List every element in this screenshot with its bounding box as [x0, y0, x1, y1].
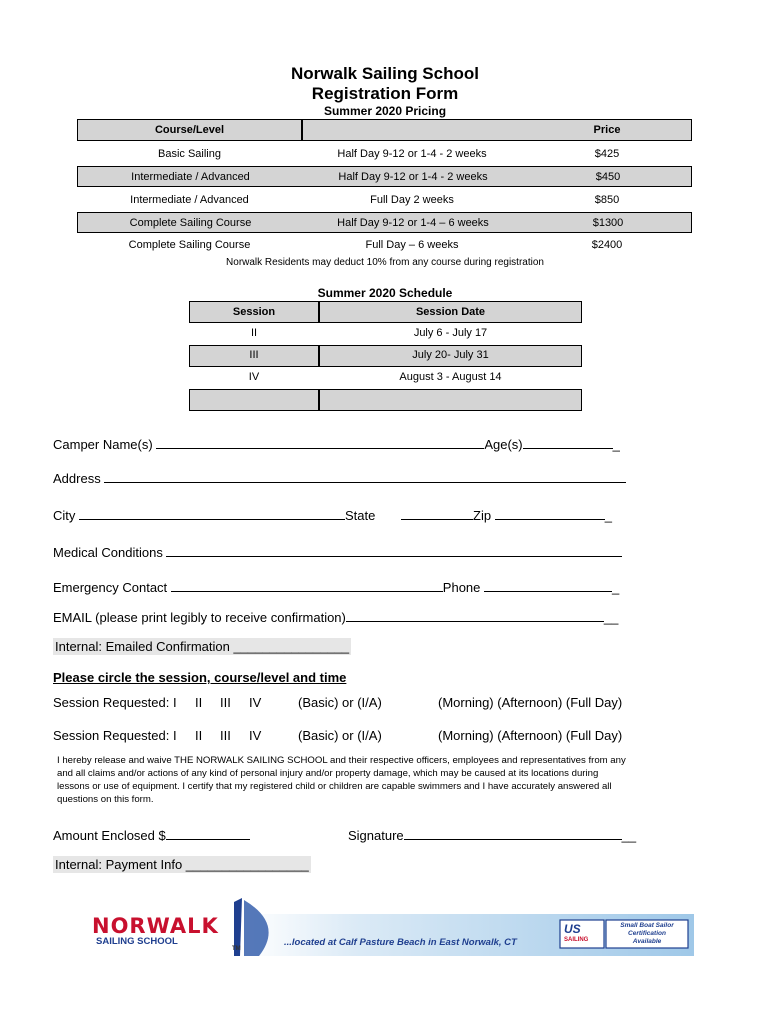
level-options[interactable]: (Basic) or (I/A): [298, 728, 382, 743]
session-requested-label: Session Requested: I: [53, 728, 177, 743]
cert-line: Available: [632, 938, 662, 945]
signature-row: [348, 825, 636, 843]
pricing-price: $2400: [591, 239, 623, 251]
pricing-title: Summer 2020 Pricing: [323, 104, 447, 118]
us-sailing-logo: US: [564, 922, 581, 936]
pricing-desc: Full Day 2 weeks: [370, 194, 454, 206]
schedule-date: August 3 - August 14: [399, 371, 502, 383]
internal-emailed-confirmation: Internal: Emailed Confirmation ________________: [55, 639, 350, 654]
medical-label: Medical Conditions: [53, 545, 163, 560]
resident-discount-note: Norwalk Residents may deduct 10% from any course during registration: [226, 257, 544, 268]
schedule-session: IV: [248, 371, 260, 383]
waiver-line: and all claims and/or actions of any kind of personal injury and/or property damage, which may be caused at its locations during: [57, 768, 599, 779]
pricing-course: Complete Sailing Course: [129, 217, 252, 229]
emergency-row: [53, 577, 673, 595]
pricing-row: [77, 234, 692, 256]
pricing-course: Intermediate / Advanced: [130, 194, 249, 206]
city-label: City: [53, 508, 76, 523]
age-suffix: _: [612, 437, 620, 452]
schedule-date: July 20- July 31: [412, 349, 489, 361]
address-row: [53, 468, 653, 486]
waiver-text: [57, 754, 727, 806]
emergency-contact-field[interactable]: [171, 577, 443, 592]
camper-row: [53, 434, 653, 452]
schedule-row: [189, 367, 582, 389]
form-title: Registration Form: [311, 84, 459, 103]
email-suffix: __: [603, 610, 619, 625]
cert-line: Certification: [628, 930, 666, 937]
cert-line: Small Boat Sailor: [620, 922, 674, 929]
location-tagline: ...located at Calf Pasture Beach in East Norwalk, CT: [284, 937, 517, 948]
signature-label: Signature: [348, 828, 404, 843]
certification-badge: [606, 922, 688, 946]
pricing-price: $450: [595, 171, 621, 183]
address-label: Address: [53, 471, 101, 486]
session-option-ii[interactable]: II: [195, 728, 203, 743]
emergency-contact-label: Emergency Contact: [53, 580, 168, 595]
us-sailing-sub: SAILING: [564, 937, 589, 943]
footer-banner: [84, 894, 694, 964]
pricing-row: [77, 166, 692, 187]
medical-field[interactable]: [166, 542, 622, 557]
session-option-iv[interactable]: IV: [249, 728, 262, 743]
schedule-date: July 6 - July 17: [413, 327, 488, 339]
internal-payment-info: Internal: Payment Info _________________: [55, 857, 309, 872]
circle-instructions: Please circle the session, course/level and time: [53, 670, 347, 685]
signature-field[interactable]: [404, 825, 622, 840]
pricing-desc: Full Day – 6 weeks: [365, 239, 459, 251]
amount-enclosed-field[interactable]: [166, 825, 250, 840]
pricing-price: $1300: [592, 217, 624, 229]
signature-suffix: __: [621, 828, 637, 843]
session-request-row: [53, 728, 673, 746]
session-option-iv[interactable]: IV: [249, 695, 262, 710]
zip-label: Zip: [473, 508, 492, 523]
schedule-row: [189, 345, 582, 367]
pricing-header-price: Price: [593, 124, 621, 136]
email-label: EMAIL (please print legibly to receive confirmation): [53, 610, 346, 625]
phone-field[interactable]: [484, 577, 612, 592]
trademark: TM: [232, 946, 241, 952]
waiver-line: lessons or use of equipment. I certify that my registered child or children are capable swimmers and I have accurately answered all: [57, 781, 612, 792]
pricing-row: [77, 189, 692, 211]
time-options[interactable]: (Morning) (Afternoon) (Full Day): [438, 728, 623, 743]
school-title: Norwalk Sailing School: [291, 64, 479, 83]
logo-wordmark: NORWALK: [92, 914, 219, 938]
pricing-row: [77, 143, 692, 165]
age-label: Age(s): [484, 437, 523, 452]
amount-enclosed-label: Amount Enclosed $: [53, 828, 166, 843]
pricing-course: Complete Sailing Course: [128, 239, 251, 251]
pricing-desc: Half Day 9-12 or 1-4 – 6 weeks: [337, 217, 489, 229]
waiver-line: I hereby release and waive THE NORWALK SAILING SCHOOL and their respective officers, employees and representatives from any: [57, 755, 626, 766]
pricing-course: Intermediate / Advanced: [131, 171, 250, 183]
phone-suffix: _: [612, 580, 620, 595]
level-options[interactable]: (Basic) or (I/A): [298, 695, 382, 710]
session-option-iii[interactable]: III: [220, 728, 231, 743]
time-options[interactable]: (Morning) (Afternoon) (Full Day): [438, 695, 623, 710]
medical-row: [53, 542, 673, 560]
amount-row: [53, 825, 250, 843]
schedule-session: III: [249, 349, 259, 361]
schedule-title: Summer 2020 Schedule: [317, 286, 453, 300]
schedule-session: II: [250, 327, 258, 339]
email-field[interactable]: [346, 607, 604, 622]
zip-suffix: _: [604, 508, 612, 523]
session-requested-label: Session Requested: I: [53, 695, 177, 710]
state-field[interactable]: [401, 505, 473, 520]
pricing-price: $425: [594, 148, 620, 160]
schedule-header-date: Session Date: [415, 306, 486, 318]
pricing-desc: Half Day 9-12 or 1-4 - 2 weeks: [338, 171, 488, 183]
pricing-price: $850: [594, 194, 620, 206]
session-option-ii[interactable]: II: [195, 695, 203, 710]
pricing-header-course: Course/Level: [154, 124, 225, 136]
schedule-row: [189, 323, 582, 345]
logo-subtitle: SAILING SCHOOL: [96, 936, 178, 947]
city-field[interactable]: [79, 505, 345, 520]
camper-name-field[interactable]: [156, 434, 484, 449]
address-field[interactable]: [104, 468, 626, 483]
email-row: [53, 607, 673, 625]
pricing-course: Basic Sailing: [158, 148, 221, 160]
schedule-header-session: Session: [232, 306, 276, 318]
age-field[interactable]: [523, 434, 613, 449]
camper-name-label: Camper Name(s): [53, 437, 153, 452]
pricing-desc: Half Day 9-12 or 1-4 - 2 weeks: [337, 148, 487, 160]
state-label: State: [345, 508, 376, 523]
phone-label: Phone: [442, 580, 481, 595]
session-request-row: [53, 695, 673, 713]
waiver-line: questions on this form.: [57, 794, 154, 805]
schedule-empty-cell: [189, 389, 319, 411]
city-row: [53, 505, 673, 523]
schedule-empty-cell: [319, 389, 582, 411]
session-option-iii[interactable]: III: [220, 695, 231, 710]
pricing-row: [77, 212, 692, 233]
zip-field[interactable]: [495, 505, 605, 520]
